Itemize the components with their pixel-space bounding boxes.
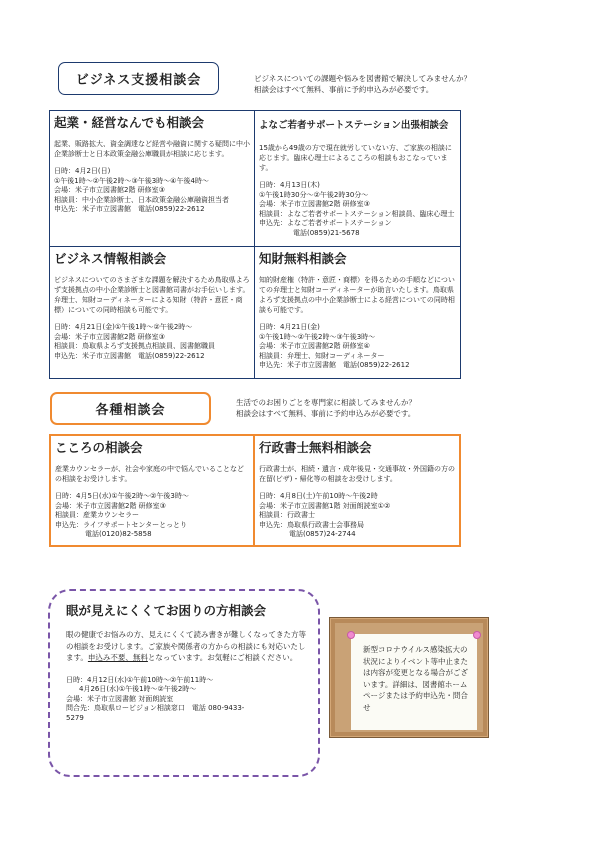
notice-text: 新型コロナウイルス感染拡大の状況によりイベント等中止または内容が変更となる場合がございます。詳細は、図書館ホームページまたは予約申込先・問合せ	[363, 645, 468, 712]
youth-support-card	[255, 111, 460, 247]
business-support-intro	[254, 73, 574, 95]
low-vision-title: 眼が見えにくくてお困りの方相談会	[66, 603, 267, 618]
card-line: 会場：米子市立図書館2階 研修室③	[55, 501, 166, 510]
card-line: 相談員：行政書士	[259, 511, 315, 519]
card-title: よなご若者サポートステーション出張相談会	[259, 120, 449, 131]
card-line: 電話(0120)82-5858	[85, 530, 152, 538]
card-line: 会場：米子市立図書館2階 研修室③	[54, 186, 165, 194]
business-info-card	[50, 247, 255, 378]
card-line: 日時：4月8日(土)午前10時～午後2時	[259, 492, 378, 500]
card-line: 日時：4月2日(日)	[54, 167, 111, 175]
mental-health-card	[51, 436, 255, 545]
administrative-scrivener-card	[255, 436, 459, 545]
card-line: 申込先：鳥取県行政書士会事務局	[259, 520, 364, 529]
startup-consultation-card	[50, 111, 255, 247]
card-line: 相談員：鳥取県よろず支援拠点相談員、図書館職員	[54, 342, 215, 350]
various-consultation-intro	[236, 397, 556, 419]
card-desc: 行政書士が、相続・遺言・成年後見・交通事故・外国籍の方の在留(ビザ)・帰化等の相談をお受けします。	[259, 465, 455, 483]
card-line: 日時：4月13日(木)	[259, 181, 320, 189]
low-vision-line: 会場：米子市立図書館 対面朗読室	[66, 694, 174, 703]
card-title: ビジネス情報相談会	[54, 251, 167, 266]
card-line: 申込先：よなご若者サポートステーション	[259, 219, 392, 227]
intro-line: 生活でのお困りごとを専門家に相談してみませんか？	[236, 398, 416, 407]
card-line: 会場：米子市立図書館1階 対面朗読室①②	[259, 501, 391, 510]
pushpin-icon	[347, 631, 355, 639]
low-vision-line: 日時：4月12日(水)①午前10時～②午前11時～	[66, 675, 214, 684]
card-desc: ビジネスについてのさまざまな課題を解決するため鳥取県よろず支援拠点の中小企業診断士と図書館司書がお手伝いします。弁理士、知財コーディネーターによる知財（特許・意匠・商標）についての同時相談も可能です。	[54, 276, 250, 314]
card-line: 相談員：中小企業診断士、日本政策金融公庫融資担当者	[54, 195, 229, 204]
low-vision-line: 問合先：鳥取県ロービジョン相談窓口 電話 080-9433-	[66, 704, 245, 712]
card-title: こころの相談会	[55, 440, 143, 455]
intro-line: ビジネスについての課題や悩みを図書館で解決してみませんか？	[254, 74, 472, 83]
pushpin-icon	[473, 631, 481, 639]
card-line: 会場：米子市立図書館2階 研修室④	[259, 342, 370, 350]
corkboard-notice	[329, 617, 489, 738]
card-line: 申込先：ライフサポートセンターとっとり	[55, 520, 187, 529]
card-desc: 15歳から49歳の方で現在就労していない方、ご家族の相談に応じます。臨床心理士によるこころの相談もおこなっています。	[259, 144, 452, 172]
card-line: ①午後1時～②午後2時～③午後3時～④午後4時～	[54, 176, 209, 185]
low-vision-desc	[66, 629, 308, 664]
card-line: 申込先：米子市立図書館 電話(0859)22-2612	[54, 351, 205, 360]
card-line: 日時：4月21日(金)①午後1時～②午後2時～	[54, 323, 193, 331]
business-support-heading: ビジネス支援相談会	[58, 62, 219, 95]
intro-line: 相談会はすべて無料、事前に予約申込みが必要です。	[254, 85, 434, 94]
card-line: ①午後1時～②午後2時～③午後3時～	[259, 332, 376, 341]
card-title: 知財無料相談会	[259, 251, 347, 266]
card-desc: 起業、販路拡大、資金調達など経営や融資に関する疑問に中小企業診断士と日本政策金融公庫職員が相談に応じます。	[54, 140, 250, 158]
intro-line: 相談会はすべて無料、事前に予約申込みが必要です。	[236, 409, 416, 418]
low-vision-line: 4月26日(水)①午後1時～②午後2時～	[79, 685, 197, 693]
card-line: 電話(0859)21-5678	[293, 228, 360, 237]
card-line: ①午後1時30分～②午後2時30分～	[259, 190, 369, 199]
card-desc: 産業カウンセラーが、社会や家庭の中で悩んでいることなどの相談をお受けします。	[55, 465, 244, 483]
card-title: 行政書士無料相談会	[259, 440, 372, 455]
various-consultation-heading: 各種相談会	[50, 392, 211, 425]
card-line: 相談員：産業カウンセラー	[55, 511, 139, 519]
desc-text: 眼の健康でお悩みの方、見えにくくて読み書きが難しくなってきた方等の相談をお受けします。ご家族や関係者の方からの相談にも対応いたします。	[66, 630, 306, 662]
card-line: 日時：4月5日(水)①午後2時～②午後3時～	[55, 492, 189, 500]
low-vision-line: 5279	[66, 713, 84, 722]
business-consultation-grid	[49, 110, 461, 379]
card-line: 申込先：米子市立図書館 電話(0859)22-2612	[54, 205, 205, 213]
low-vision-consultation-box	[48, 589, 320, 777]
ip-consultation-card	[255, 247, 460, 378]
card-line: 相談員：よなご若者サポートステーション相談員、臨床心理士	[259, 209, 455, 218]
card-line: 会場：米子市立図書館2階 研修室③	[259, 200, 370, 208]
desc-text: となっています。お気軽にご相談ください。	[147, 653, 298, 662]
card-line: 会場：米子市立図書館2階 研修室③	[54, 332, 165, 341]
card-line: 電話(0857)24-2744	[289, 530, 356, 538]
desc-emphasis: 申込み不要、無料	[87, 653, 148, 662]
card-line: 相談員：弁理士、知財コーディネーター	[259, 351, 385, 360]
corkboard-surface	[335, 623, 483, 732]
various-consultation-grid	[49, 434, 461, 547]
notice-paper	[351, 634, 477, 730]
card-title: 起業・経営なんでも相談会	[54, 115, 205, 130]
card-line: 申込先：米子市立図書館 電話(0859)22-2612	[259, 361, 410, 369]
card-line: 日時：4月21日(金)	[259, 323, 320, 331]
card-desc: 知的財産権（特許・意匠・商標）を得るための手順などについての弁理士と知財コーディネーターが助言いたします。鳥取県よろず支援拠点の中小企業診断士による経営についての同時相談も可能です。	[259, 276, 455, 314]
